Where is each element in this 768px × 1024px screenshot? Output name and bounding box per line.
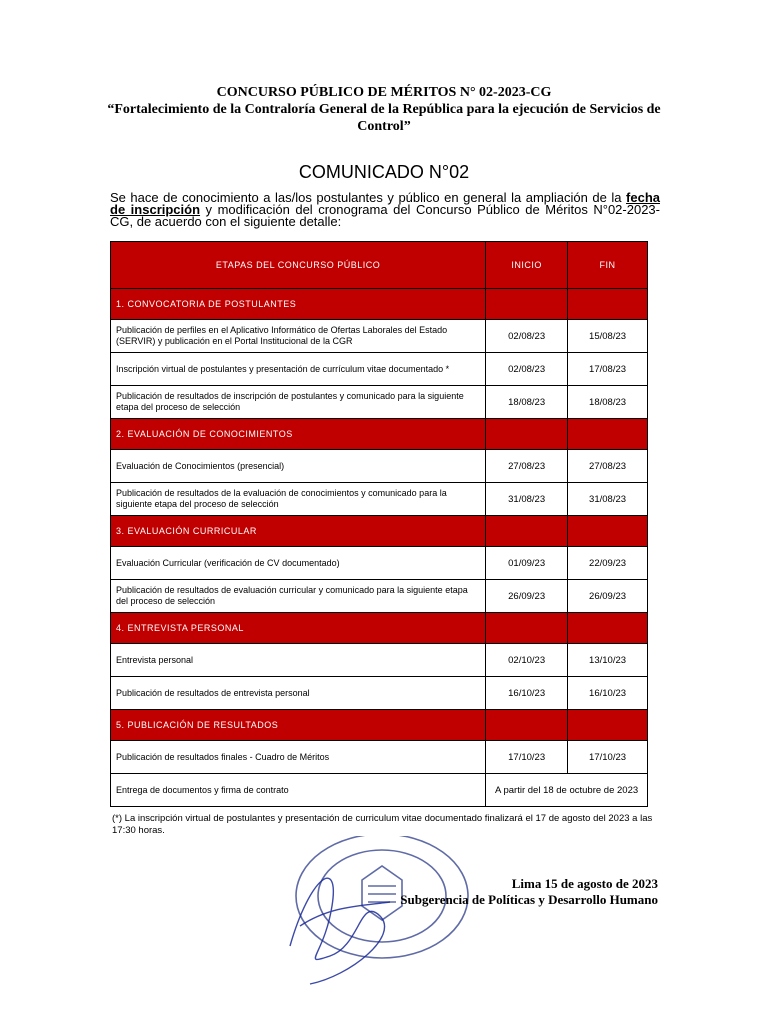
section-row [111, 516, 648, 547]
start-date-cell: 02/08/23 [486, 320, 568, 353]
section-title: 2. EVALUACIÓN DE CONOCIMIENTOS [111, 419, 486, 450]
end-date-cell: 26/09/23 [568, 580, 648, 613]
start-date-cell: 26/09/23 [486, 580, 568, 613]
intro-text-2: y modificación del cronograma del Concurso Público de Méritos N°02-2023-CG, de acuerdo con el siguiente detalle: [110, 202, 660, 229]
comunicado-title: COMUNICADO N°02 [298, 162, 470, 182]
activity-cell: Publicación de resultados de la evaluación de conocimientos y comunicado para la siguiente etapa del proceso de selección [111, 483, 486, 516]
end-date-cell: 27/08/23 [568, 450, 648, 483]
intro-text-1: Se hace de conocimiento a las/los postulantes y público en general la ampliación de la [110, 190, 627, 205]
header-inicio: INICIO [486, 242, 568, 289]
section-row [111, 419, 648, 450]
table-row [111, 386, 648, 419]
activity-cell: Publicación de perfiles en el Aplicativo Informático de Ofertas Laborales del Estado (SERVIR) y publicación en el Portal Institucional de la CGR [111, 320, 486, 353]
institutional-seal-and-signature [270, 836, 490, 986]
schedule-table [110, 241, 648, 807]
contest-title: CONCURSO PÚBLICO DE MÉRITOS N° 02-2023-CG [216, 85, 552, 100]
activity-cell: Evaluación Curricular (verificación de CV documentado) [111, 547, 486, 580]
activity-cell: Publicación de resultados de entrevista personal [111, 677, 486, 710]
start-date-cell: 27/08/23 [486, 450, 568, 483]
header-fin: FIN [568, 242, 648, 289]
end-date-cell: 16/10/23 [568, 677, 648, 710]
table-row [111, 774, 648, 807]
section-title: 1. CONVOCATORIA DE POSTULANTES [111, 289, 486, 320]
intro-paragraph [110, 192, 660, 228]
end-date-cell: 13/10/23 [568, 644, 648, 677]
section-empty-cell [486, 419, 568, 450]
section-title: 3. EVALUACIÓN CURRICULAR [111, 516, 486, 547]
end-date-cell: 17/08/23 [568, 353, 648, 386]
end-date-cell: 31/08/23 [568, 483, 648, 516]
activity-cell: Publicación de resultados finales - Cuadro de Méritos [111, 741, 486, 774]
start-date-cell: 16/10/23 [486, 677, 568, 710]
section-title: 4. ENTREVISTA PERSONAL [111, 613, 486, 644]
start-date-cell: 02/08/23 [486, 353, 568, 386]
section-row [111, 710, 648, 741]
merged-date-cell: A partir del 18 de octubre de 2023 [486, 774, 648, 807]
start-date-cell: 02/10/23 [486, 644, 568, 677]
start-date-cell: 18/08/23 [486, 386, 568, 419]
activity-cell: Inscripción virtual de postulantes y presentación de currículum vitae documentado * [111, 353, 486, 386]
table-row [111, 547, 648, 580]
section-empty-cell [568, 710, 648, 741]
signature-block [400, 876, 658, 908]
section-empty-cell [486, 710, 568, 741]
table-row [111, 483, 648, 516]
table-row [111, 677, 648, 710]
section-empty-cell [486, 516, 568, 547]
footnote: (*) La inscripción virtual de postulantes y presentación de curriculum vitae documentado finalizará el 17 de agosto del 2023 a las 17:30 horas. [112, 813, 653, 836]
section-empty-cell [568, 419, 648, 450]
activity-cell: Entrega de documentos y firma de contrato [111, 774, 486, 807]
activity-cell: Evaluación de Conocimientos (presencial) [111, 450, 486, 483]
end-date-cell: 15/08/23 [568, 320, 648, 353]
intro-highlight: fecha de inscripción [110, 190, 660, 217]
document-header [0, 84, 768, 135]
start-date-cell: 31/08/23 [486, 483, 568, 516]
section-row [111, 289, 648, 320]
activity-cell: Publicación de resultados de inscripción de postulantes y comunicado para la siguiente etapa del proceso de selección [111, 386, 486, 419]
place-date: Lima 15 de agosto de 2023 [511, 876, 658, 891]
table-row [111, 320, 648, 353]
section-empty-cell [568, 613, 648, 644]
end-date-cell: 18/08/23 [568, 386, 648, 419]
activity-cell: Entrevista personal [111, 644, 486, 677]
table-row [111, 450, 648, 483]
section-row [111, 613, 648, 644]
contest-subtitle: “Fortalecimiento de la Contraloría General de la República para la ejecución de Servicios de Control” [107, 102, 661, 134]
signing-office: Subgerencia de Políticas y Desarrollo Humano [400, 892, 658, 907]
end-date-cell: 22/09/23 [568, 547, 648, 580]
section-empty-cell [568, 516, 648, 547]
section-empty-cell [486, 289, 568, 320]
table-row [111, 644, 648, 677]
table-row [111, 741, 648, 774]
start-date-cell: 17/10/23 [486, 741, 568, 774]
table-header-row [111, 242, 648, 289]
start-date-cell: 01/09/23 [486, 547, 568, 580]
section-title: 5. PUBLICACIÓN DE RESULTADOS [111, 710, 486, 741]
header-etapas: ETAPAS DEL CONCURSO PÚBLICO [111, 242, 486, 289]
activity-cell: Publicación de resultados de evaluación curricular y comunicado para la siguiente etapa del proceso de selección [111, 580, 486, 613]
table-row [111, 353, 648, 386]
section-empty-cell [568, 289, 648, 320]
table-row [111, 580, 648, 613]
schedule-body [111, 242, 648, 807]
end-date-cell: 17/10/23 [568, 741, 648, 774]
section-empty-cell [486, 613, 568, 644]
